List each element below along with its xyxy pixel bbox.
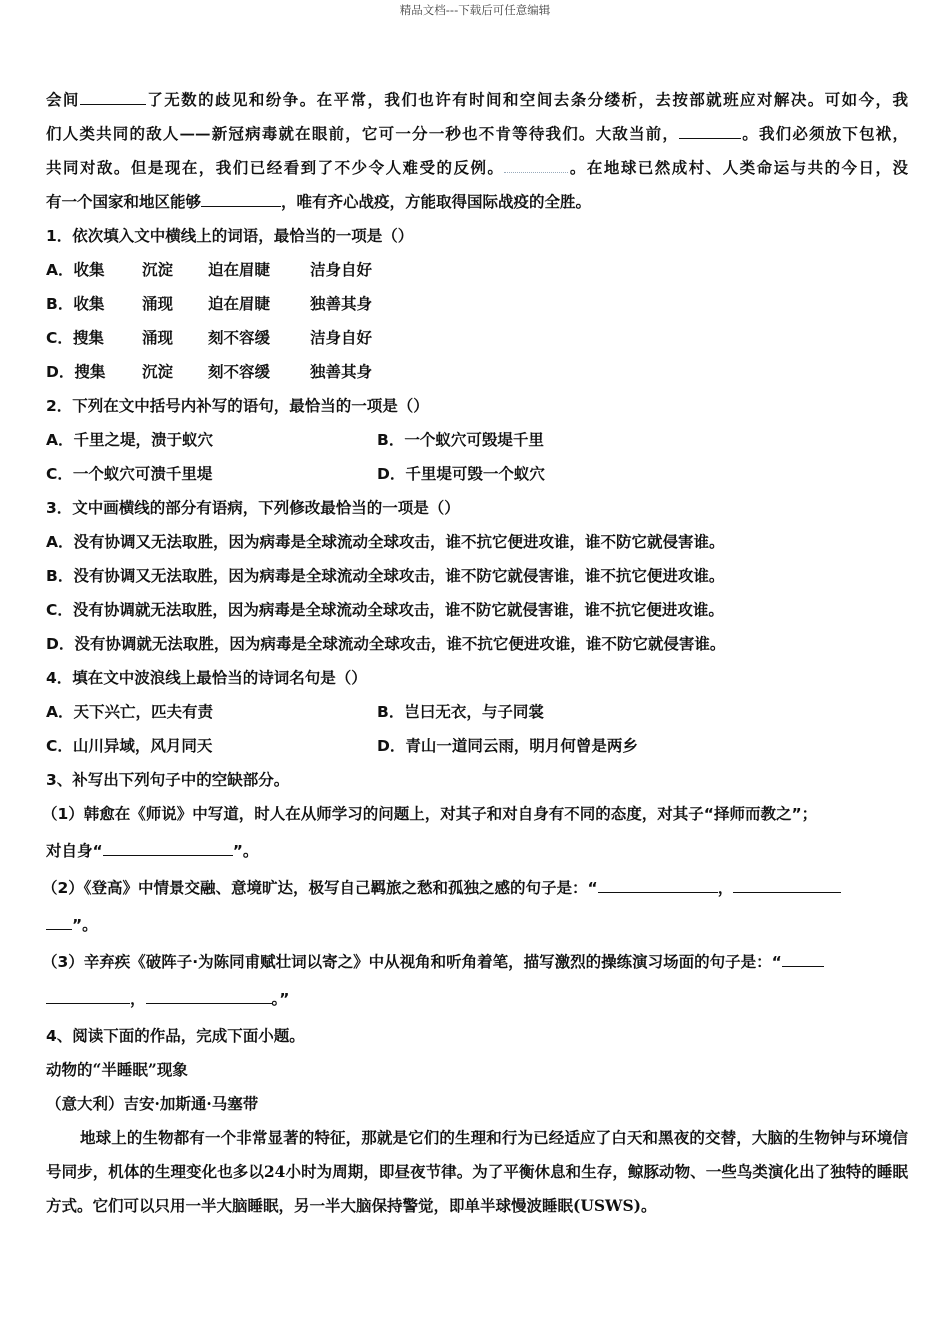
question-2-row-2 <box>46 457 908 491</box>
option-label: B．收集 <box>46 295 105 313</box>
option-word: 沉淀 <box>142 261 174 279</box>
option-label: D．搜集 <box>46 363 106 381</box>
item-text: ， <box>717 879 734 897</box>
question-1-stem: 1．依次填入文中横线上的词语，最恰当的一项是（） <box>46 227 414 245</box>
article-paragraph: 地球上的生物都有一个非常显著的特征，那就是它们的生理和行为已经适应了白天和黑夜的交替，大脑的生物钟与环境信号同步，机体的生理变化也多以24小时为周期，即昼夜节律。为了平衡休息和生存，鲸豚动物、一些鸟类演化出了独特的睡眠方式。它们可以只用一半大脑睡眠，另一半大脑保持警觉，即单半球慢波睡眠(USWS)。 <box>46 1128 908 1215</box>
document-body <box>42 90 908 1223</box>
passage-line-3 <box>46 151 908 185</box>
passage-text: 有一个国家和地区能够 <box>46 192 202 211</box>
question-4-stem: 4．填在文中波浪线上最恰当的诗词名句是（） <box>46 669 367 687</box>
option-word: 迫在眉睫 <box>208 295 271 313</box>
passage-text: 会间 <box>46 90 80 109</box>
option-word: 独善其身 <box>310 363 373 381</box>
passage-text: 了无数的歧见和纷争。在平常，我们也许有时间和空间去条分缕析，去按部就班应对解决。可如今，我 <box>145 90 908 109</box>
fill-blank <box>46 985 130 1004</box>
article-author: （意大利）吉安·加斯通·马塞带 <box>46 1094 259 1113</box>
passage-line-4 <box>46 185 908 219</box>
question-2-option-c: C．一个蚁穴可溃千里堤 <box>46 465 213 483</box>
option-label: C．搜集 <box>46 329 104 347</box>
section-4-title: 4、阅读下面的作品，完成下面小题。 <box>46 1027 305 1045</box>
option-word: 刻不容缓 <box>208 329 271 347</box>
section-3-item-1-cont <box>46 831 908 871</box>
fill-blank <box>679 120 741 139</box>
fill-blank <box>46 911 72 930</box>
passage-text: ，唯有齐心战疫，方能取得国际战疫的全胜。 <box>281 192 592 211</box>
section-3-item-2-cont <box>46 905 908 945</box>
passage-line-1 <box>46 83 908 117</box>
passage-line-2 <box>46 117 908 151</box>
section-3-item-3-cont <box>46 979 908 1019</box>
option-word: 洁身自好 <box>310 261 373 279</box>
fill-blank <box>598 874 718 893</box>
question-4-option-d: D．青山一道同云雨，明月何曾是两乡 <box>377 737 638 755</box>
option-word: 刻不容缓 <box>208 363 271 381</box>
question-3-option-c: C．没有协调就无法取胜，因为病毒是全球流动全球攻击，谁不防它就侵害谁，谁不抗它便进攻谁。 <box>46 601 724 619</box>
question-1-option-d <box>46 355 908 389</box>
fill-blank <box>80 86 146 105</box>
passage-text: 们人类共同的敌人——新冠病毒就在眼前，它可一分一秒也不肯等待我们。大敌当前， <box>46 124 680 143</box>
section-3-item-1: （1）韩愈在《师说》中写道，时人在从师学习的问题上，对其子和对自身有不同的态度，对其子“择师而教之”； <box>42 805 818 823</box>
section-3-title: 3、补写出下列句子中的空缺部分。 <box>46 771 290 789</box>
question-3-stem: 3．文中画横线的部分有语病，下列修改最恰当的一项是（） <box>46 499 460 517</box>
fill-blank <box>201 188 281 207</box>
option-word: 涌现 <box>142 295 174 313</box>
wavy-blank <box>504 160 568 173</box>
fill-blank <box>733 874 841 893</box>
page-header: 精品文档---下载后可任意编辑 <box>399 3 551 17</box>
passage-text: 共同对敌。但是现在，我们已经看到了不少令人难受的反例。 <box>46 158 505 177</box>
option-word: 涌现 <box>142 329 174 347</box>
question-4-option-b: B．岂曰无衣，与子同裳 <box>377 703 544 721</box>
option-label: A．收集 <box>46 261 105 279</box>
question-2-stem: 2．下列在文中括号内补写的语句，最恰当的一项是（） <box>46 397 429 415</box>
question-3-option-b: B．没有协调又无法取胜，因为病毒是全球流动全球攻击，谁不防它就侵害谁，谁不抗它便进攻谁。 <box>46 567 725 585</box>
option-word: 独善其身 <box>310 295 373 313</box>
article-title: 动物的“半睡眠”现象 <box>46 1060 188 1079</box>
question-3-option-a: A．没有协调又无法取胜，因为病毒是全球流动全球攻击，谁不抗它便进攻谁，谁不防它就侵害谁。 <box>46 533 725 551</box>
item-text: （3）辛弃疾《破阵子·为陈同甫赋壮词以寄之》中从视角和听角着笔，描写激烈的操练演习场面的句子是：“ <box>42 953 782 971</box>
question-2-row-1 <box>46 423 908 457</box>
item-text: 对自身“ <box>46 842 103 860</box>
item-text: ， <box>130 990 146 1008</box>
question-4-row-2 <box>46 729 908 763</box>
option-word: 迫在眉睫 <box>208 261 271 279</box>
question-4-option-a: A．天下兴亡，匹夫有责 <box>46 703 213 721</box>
fill-blank <box>146 985 272 1004</box>
question-4-option-c: C．山川异域，风月同天 <box>46 737 213 755</box>
question-2-option-d: D．千里堤可毁一个蚁穴 <box>377 465 545 483</box>
fill-blank <box>782 948 824 967</box>
item-text: ”。 <box>72 916 98 934</box>
passage-text: 。在地球已然成村、人类命运与共的今日，没 <box>568 158 908 177</box>
question-3-option-d: D．没有协调就无法取胜，因为病毒是全球流动全球攻击，谁不抗它便进攻谁，谁不防它就侵害谁。 <box>46 635 726 653</box>
question-1-option-b <box>46 287 908 321</box>
question-1-option-a <box>46 253 908 287</box>
question-2-option-a: A．千里之堤，溃于蚁穴 <box>46 431 213 449</box>
item-text: 。” <box>271 990 290 1008</box>
question-1-option-c <box>46 321 908 355</box>
passage-text: 。我们必须放下包袱， <box>741 124 908 143</box>
fill-blank <box>103 837 233 856</box>
option-word: 洁身自好 <box>310 329 373 347</box>
item-text: （2）《登高》中情景交融、意境旷达，极写自己羁旅之愁和孤独之感的句子是：“ <box>42 879 598 897</box>
item-text: ”。 <box>232 842 259 860</box>
option-word: 沉淀 <box>142 363 174 381</box>
section-3-item-2 <box>42 871 908 905</box>
section-3-item-3 <box>42 945 908 979</box>
question-4-row-1 <box>46 695 908 729</box>
question-2-option-b: B．一个蚁穴可毁堤千里 <box>377 431 544 449</box>
